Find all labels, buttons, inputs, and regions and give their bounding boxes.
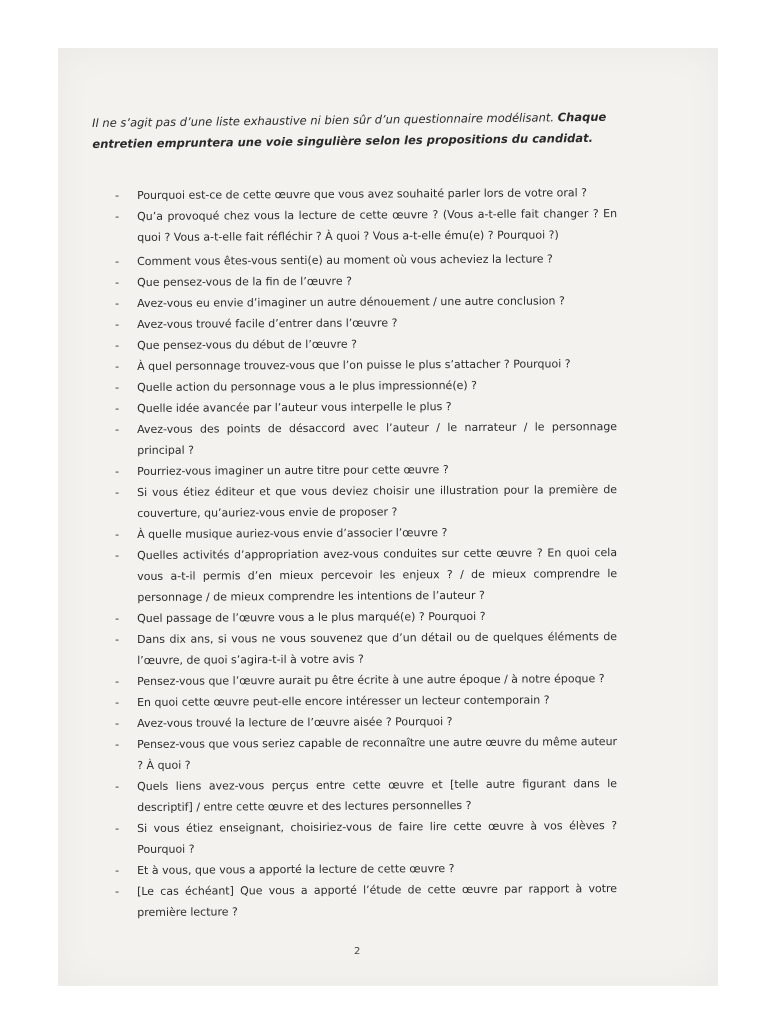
question-item — [115, 458, 617, 482]
question-item — [115, 269, 617, 293]
list-bullet: - — [115, 486, 120, 500]
page-number: 2 — [354, 946, 361, 957]
question-text: Pensez-vous que l’œuvre aurait pu être écrite à une autre époque / à notre époque ? — [137, 672, 605, 688]
list-bullet: - — [115, 696, 120, 710]
list-bullet: - — [115, 255, 120, 269]
list-bullet: - — [115, 210, 120, 224]
list-bullet: - — [115, 423, 120, 437]
list-bullet: - — [115, 549, 120, 563]
question-text: Quels liens avez-vous perçus entre cette œuvre et [telle autre figurant dans le descriptif] / entre cette œuvre et des lectures personnelles ? — [137, 777, 618, 814]
list-bullet: - — [115, 189, 120, 203]
question-item — [115, 248, 617, 272]
question-text: À quelle musique auriez-vous envie d’associer l’œuvre ? — [137, 526, 448, 541]
question-text: Pensez-vous que vous seriez capable de reconnaître une autre œuvre du même auteur ? À quoi ? — [137, 735, 618, 772]
intro-paragraph — [92, 106, 632, 155]
question-text: Avez-vous eu envie d’imaginer un autre dénouement / une autre conclusion ? — [137, 294, 565, 310]
question-text: Dans dix ans, si vous ne vous souvenez que d’un détail ou de quelques éléments de l’œuvre, de quoi s’agira-t-il à votre avis ? — [137, 630, 618, 667]
question-text: Et à vous, que vous a apporté la lecture de cette œuvre ? — [137, 862, 455, 877]
question-item — [115, 689, 617, 713]
list-bullet: - — [115, 360, 120, 374]
question-item — [115, 773, 618, 818]
question-item — [115, 311, 617, 335]
question-text: Que pensez-vous de la fin de l’œuvre ? — [137, 274, 352, 289]
question-item — [115, 626, 618, 671]
question-item — [115, 731, 618, 776]
question-item — [115, 710, 617, 734]
question-text: Avez-vous trouvé facile d’entrer dans l’œuvre ? — [137, 316, 398, 331]
question-text: Avez-vous des points de désaccord avec l’auteur / le narrateur / le personnage principal ? — [137, 420, 618, 457]
question-item — [115, 395, 617, 419]
question-text: Pourquoi est-ce de cette œuvre que vous avez souhaité parler lors de votre oral ? — [137, 186, 588, 202]
question-item — [115, 878, 618, 923]
question-item — [115, 182, 617, 206]
question-text: Quel passage de l’œuvre vous a le plus marqué(e) ? Pourquoi ? — [137, 609, 486, 625]
intro-sentence-2: Chaque entretien empruntera une voie singulière selon les propositions du candidat. — [92, 109, 607, 151]
question-text: [Le cas échéant] Que vous a apporté l’étude de cette œuvre par rapport à votre première lecture ? — [137, 882, 618, 919]
list-bullet: - — [115, 339, 120, 353]
question-item — [115, 203, 618, 248]
question-text: Comment vous êtes-vous senti(e) au moment où vous acheviez la lecture ? — [137, 252, 553, 268]
question-item — [115, 605, 617, 629]
question-item — [115, 668, 617, 692]
question-text: Que pensez-vous du début de l’œuvre ? — [137, 337, 357, 352]
question-item — [115, 479, 618, 524]
question-item — [115, 416, 618, 461]
intro-sentence-1: Il ne s’agit pas d’une liste exhaustive ni bien sûr d’un questionnaire modélisant. — [92, 110, 555, 130]
question-item — [115, 857, 617, 881]
list-bullet: - — [115, 318, 120, 332]
question-text: Qu’a provoqué chez vous la lecture de cette œuvre ? (Vous a-t-elle fait changer ? En quoi ? Vous a-t-elle fait réfléchir ? À quoi ? Vous a-t-elle ému(e) ? Pourquoi ?) — [137, 207, 618, 244]
question-item — [115, 374, 617, 398]
list-bullet: - — [115, 633, 120, 647]
question-item — [115, 290, 617, 314]
list-bullet: - — [115, 297, 120, 311]
question-text: À quel personnage trouvez-vous que l’on puisse le plus s’attacher ? Pourquoi ? — [137, 357, 571, 373]
question-item — [115, 353, 617, 377]
list-bullet: - — [115, 402, 120, 416]
question-text: Si vous étiez éditeur et que vous deviez choisir une illustration pour la première de couverture, qu’auriez-vous envie de proposer ? — [137, 483, 618, 520]
list-bullet: - — [115, 528, 120, 542]
list-bullet: - — [115, 780, 120, 794]
question-item — [115, 542, 618, 608]
question-text: Avez-vous trouvé la lecture de l’œuvre aisée ? Pourquoi ? — [137, 715, 453, 730]
question-item — [115, 521, 617, 545]
list-bullet: - — [115, 675, 120, 689]
question-text: Quelle idée avancée par l’auteur vous interpelle le plus ? — [137, 400, 452, 415]
question-item — [115, 815, 618, 860]
list-bullet: - — [115, 612, 120, 626]
question-text: En quoi cette œuvre peut-elle encore intéresser un lecteur contemporain ? — [137, 693, 550, 709]
list-bullet: - — [115, 276, 120, 290]
list-bullet: - — [115, 738, 120, 752]
list-bullet: - — [115, 822, 120, 836]
question-text: Pourriez-vous imaginer un autre titre pour cette œuvre ? — [137, 463, 449, 478]
list-bullet: - — [115, 717, 120, 731]
list-bullet: - — [115, 381, 120, 395]
question-text: Quelle action du personnage vous a le plus impressionné(e) ? — [137, 378, 478, 394]
list-bullet: - — [115, 885, 120, 899]
question-text: Si vous étiez enseignant, choisiriez-vous de faire lire cette œuvre à vos élèves ? Pourquoi ? — [137, 819, 618, 856]
list-bullet: - — [115, 465, 120, 479]
question-text: Quelles activités d’appropriation avez-vous conduites sur cette œuvre ? En quoi cela vous a-t-il permis d’en mieux percevoir les enjeux ? / de mieux comprendre le personnage / de mieux comprendre les intentions de l’auteur ? — [137, 546, 618, 604]
question-item — [115, 332, 617, 356]
list-bullet: - — [115, 864, 120, 878]
